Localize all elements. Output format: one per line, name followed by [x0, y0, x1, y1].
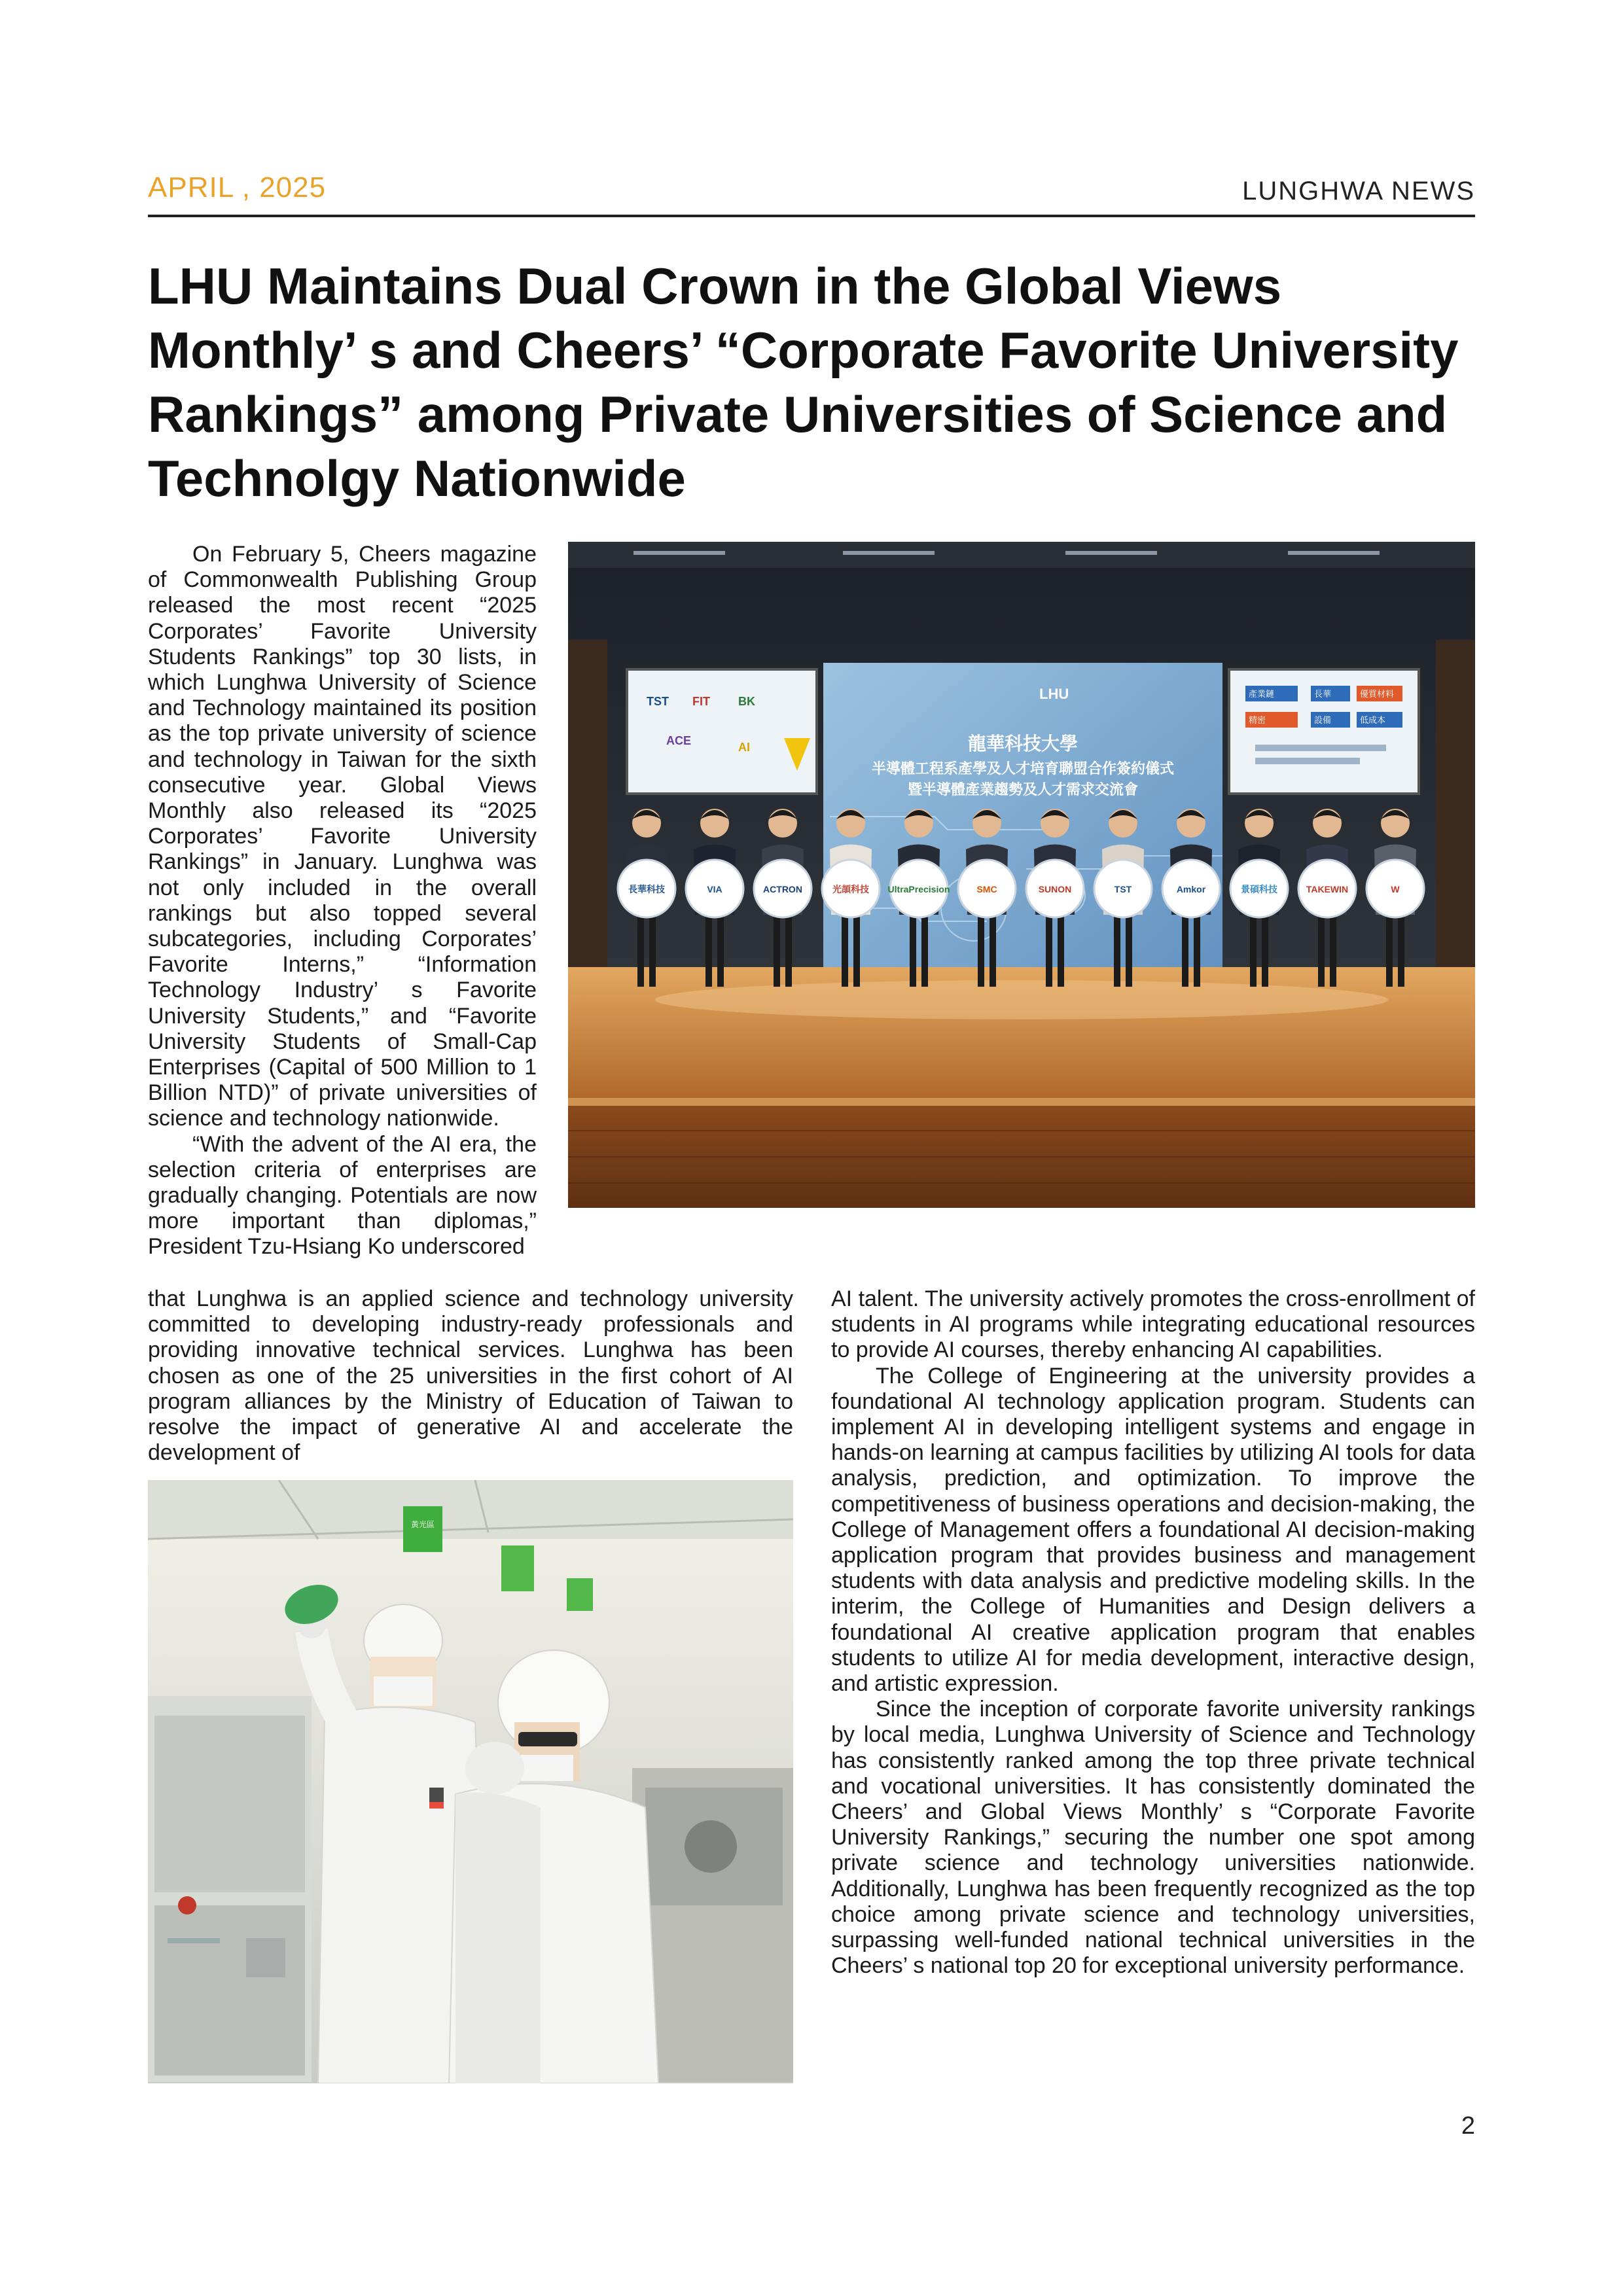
page-number: 2	[1461, 2112, 1475, 2140]
paragraph: On February 5, Cheers magazine of Commonwealth Publishing Group released the most recent “2025 Corporates’ Favorite University Students Rankings” top 30 lists, in which Lunghwa University of Science and Technology maintained its position as the top private university of science and technology in Taiwan for the sixth consecutive year. Global Views Monthly also released its “2025 Corporates’ Favorite University Rankings” in January. Lunghwa was not only included in the overall rankings but also topped several subcategories, including Corporates’ Favorite Interns,” “Information Technology Industry’ s Favorite University Students,” and “Favorite University Students of Small-Cap Enterprises (Capital of 500 Million to 1 Billion NTD)” of private universities of science and technology nationwide.	[148, 542, 537, 1131]
publication-name: LUNGHWA NEWS	[1242, 177, 1475, 205]
screen-logo: TST	[647, 695, 669, 708]
sign-label: TST	[1114, 884, 1132, 894]
lab-sign: 黃光區	[410, 1520, 435, 1529]
sign-label: TAKEWIN	[1306, 884, 1349, 894]
sign-label: SUNON	[1038, 884, 1072, 894]
sign-label: ACTRON	[763, 884, 802, 894]
paragraph: “With the advent of the AI era, the selection criteria of enterprises are gradually changing. Potentials are now more important than diplomas,” President Tzu-Hsiang Ko underscored	[148, 1131, 537, 1260]
screen-item: 優質材料	[1360, 690, 1395, 699]
screen-item: 產業鏈	[1249, 690, 1275, 699]
screen-item: 設備	[1314, 716, 1332, 726]
screen-item: 低成本	[1360, 716, 1386, 726]
article-column-2	[148, 1286, 793, 1466]
paragraph: Since the inception of corporate favorite university rankings by local media, Lunghwa University of Science and Technology has consistently ranked among the top three private technical and vocational universities. It has consistently dominated the Cheers’ and Global Views Monthly’ s “Corporate Favorite University Rankings,” securing the number one spot among private science and technology universities nationwide. Additionally, Lunghwa has been frequently recognized as the top choice among private science and technology universities, surpassing well-funded national technical universities in the Cheers’ s national top 20 for exceptional university performance.	[831, 1697, 1475, 1979]
sign-label: VIA	[707, 884, 722, 894]
paragraph: that Lunghwa is an applied science and technology university committed to developing industry-ready professionals and providing innovative technical services. Lunghwa has been chosen as one of the 25 universities in the first cohort of AI program alliances by the Ministry of Education of Taiwan to resolve the impact of generative AI and accelerate the development of	[148, 1286, 793, 1466]
sign-label: SMC	[976, 884, 997, 894]
sign-label: 景碩科技	[1241, 884, 1277, 894]
svg-text:LHU: LHU	[1039, 686, 1069, 702]
article-column-3	[831, 1286, 1475, 1979]
screen-item: 精密	[1249, 716, 1266, 726]
sign-label: 光頡科技	[832, 884, 869, 894]
article-title: LHU Maintains Dual Crown in the Global Views Monthly’ s and Cheers’ “Corporate Favorite University Rankings” among Private Universities of Science and Technolgy Nationwide	[148, 257, 1459, 507]
header-rule	[148, 215, 1475, 217]
article-column-1	[148, 542, 537, 1260]
issue-date: APRIL , 2025	[148, 171, 327, 203]
sign-label: Amkor	[1176, 884, 1206, 894]
banner-line-3: 暨半導體產業趨勢及人才需求交流會	[907, 782, 1139, 798]
screen-logo: ACE	[666, 734, 692, 747]
banner-line-2: 半導體工程系產學及人才培育聯盟合作簽約儀式	[871, 761, 1175, 777]
sign-label: 長華科技	[628, 884, 665, 894]
cleanroom-photo	[148, 1480, 793, 2083]
screen-logo: AI	[738, 741, 750, 754]
screen-logo: BK	[738, 695, 755, 708]
screen-logo: FIT	[692, 695, 710, 708]
sign-label: UltraPrecision	[887, 884, 950, 894]
banner-line-1: 龍華科技大學	[967, 733, 1079, 754]
paragraph: The College of Engineering at the university provides a foundational AI technology application program. Students can implement AI in developing intelligent systems and engage in hands-on learning at campus facilities by utilizing AI tools for data analysis, prediction, and optimization. To improve the competitiveness of business operations and decision-making, the College of Management offers a foundational AI decision-making application program that provides business and management students with data analysis and predictive modeling skills. In the interim, the College of Humanities and Design delivers a foundational AI creative application program that enables students to utilize AI for media development, interactive design, and artistic expression.	[831, 1363, 1475, 1697]
sign-label: W	[1391, 884, 1400, 894]
ceremony-photo	[568, 542, 1475, 1208]
paragraph: AI talent. The university actively promotes the cross-enrollment of students in AI programs while integrating educational resources to provide AI courses, thereby enhancing AI capabilities.	[831, 1286, 1475, 1363]
screen-item: 長華	[1314, 690, 1332, 699]
